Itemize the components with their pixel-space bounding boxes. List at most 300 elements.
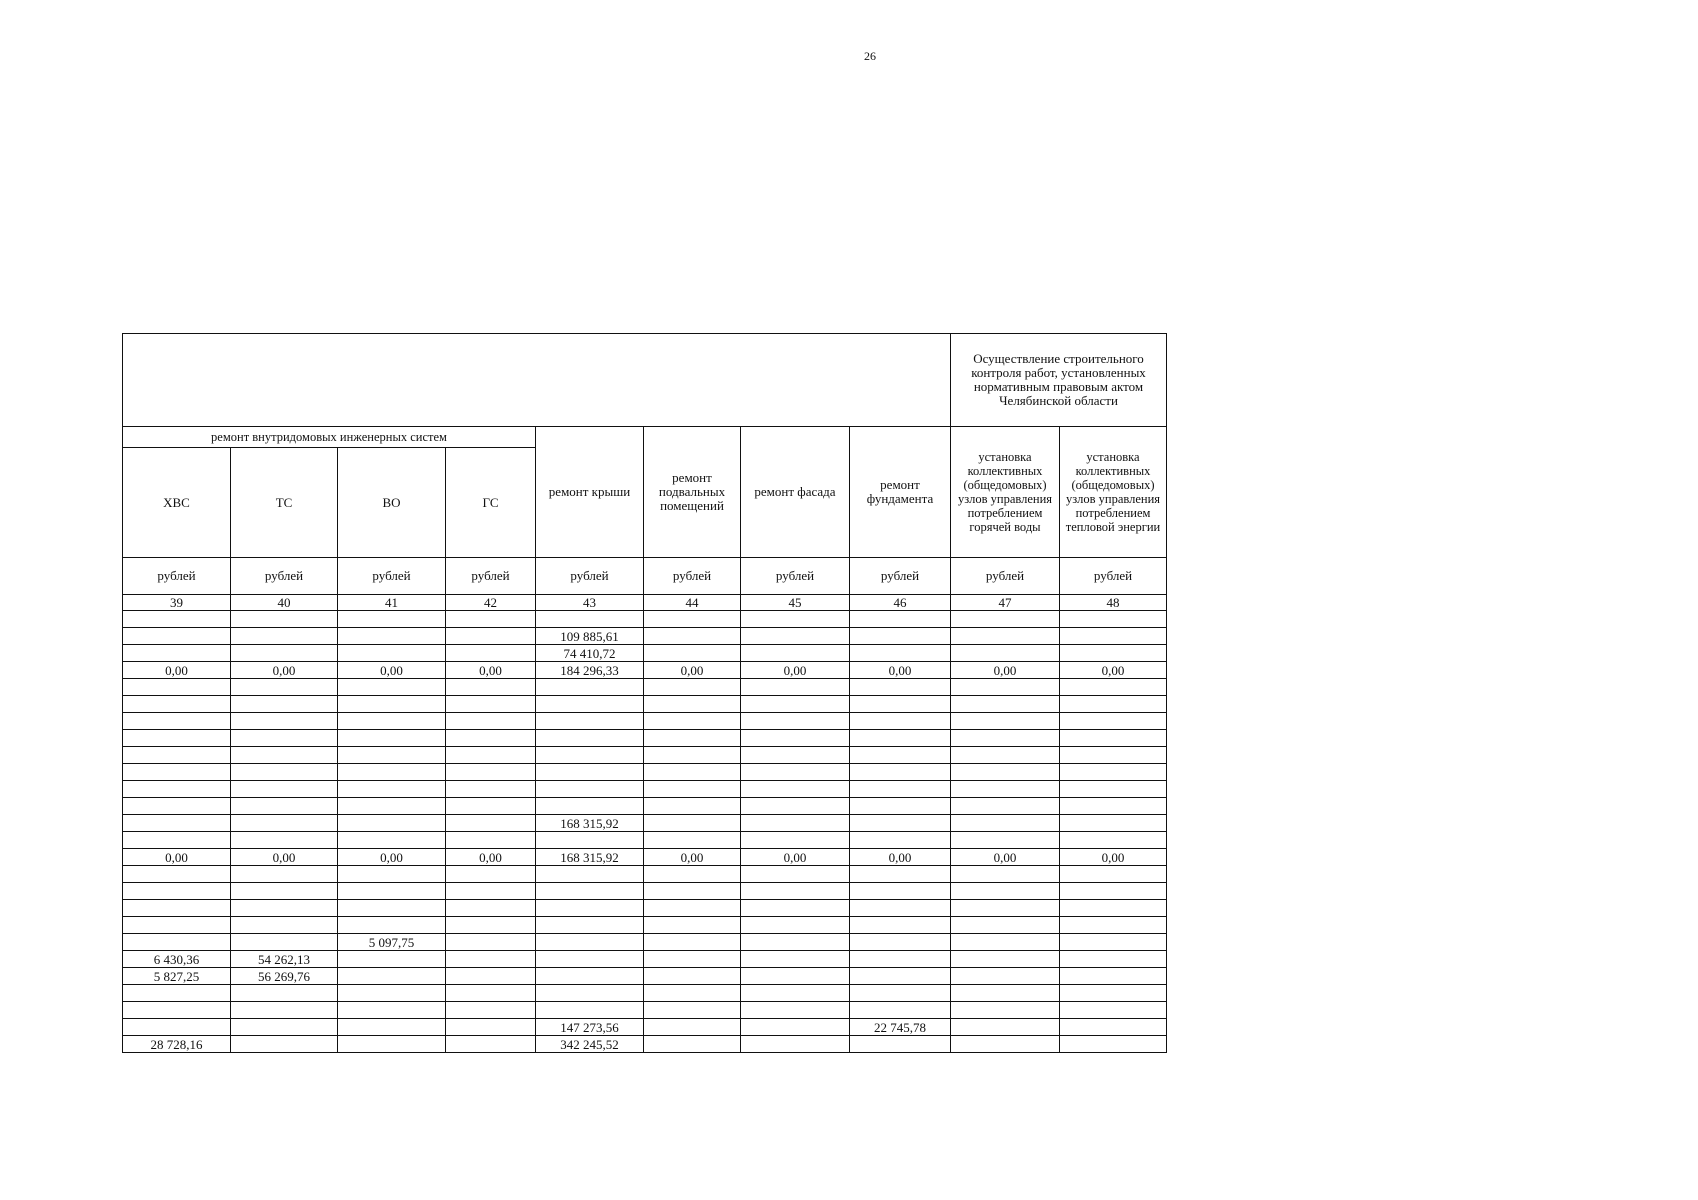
table-cell: 0,00 bbox=[1060, 662, 1167, 679]
table-cell: 54 262,13 bbox=[231, 951, 338, 968]
table-cell bbox=[644, 696, 741, 713]
table-cell bbox=[536, 764, 644, 781]
table-cell: 0,00 bbox=[644, 662, 741, 679]
table-cell bbox=[123, 730, 231, 747]
table-row bbox=[123, 645, 1167, 662]
table-cell bbox=[1060, 832, 1167, 849]
table-cell bbox=[231, 917, 338, 934]
table-cell bbox=[741, 645, 850, 662]
table-cell bbox=[231, 1002, 338, 1019]
table-cell: 5 827,25 bbox=[123, 968, 231, 985]
table-cell bbox=[741, 883, 850, 900]
table-cell bbox=[1060, 645, 1167, 662]
table-cell bbox=[123, 934, 231, 951]
table-cell bbox=[231, 696, 338, 713]
engineering-systems-group-label: ремонт внутридомовых инженерных систем bbox=[123, 427, 536, 448]
table-cell bbox=[850, 679, 951, 696]
table-row bbox=[123, 747, 1167, 764]
table-cell bbox=[951, 679, 1060, 696]
table-cell bbox=[850, 611, 951, 628]
table-cell bbox=[850, 781, 951, 798]
table-cell: 0,00 bbox=[446, 662, 536, 679]
table-cell bbox=[850, 713, 951, 730]
table-cell bbox=[951, 815, 1060, 832]
table-cell bbox=[446, 679, 536, 696]
report-table bbox=[122, 333, 1167, 1053]
table-cell bbox=[536, 1002, 644, 1019]
table-cell bbox=[231, 1019, 338, 1036]
table-cell bbox=[231, 611, 338, 628]
table-cell bbox=[850, 1002, 951, 1019]
table-cell bbox=[741, 798, 850, 815]
table-cell bbox=[446, 934, 536, 951]
table-cell bbox=[644, 798, 741, 815]
table-cell bbox=[1060, 628, 1167, 645]
table-cell bbox=[1060, 696, 1167, 713]
table-cell bbox=[446, 781, 536, 798]
table-cell bbox=[338, 866, 446, 883]
table-cell bbox=[446, 764, 536, 781]
table-cell bbox=[446, 900, 536, 917]
table-cell bbox=[951, 1036, 1060, 1053]
table-cell bbox=[123, 883, 231, 900]
table-row bbox=[123, 934, 1167, 951]
table-cell bbox=[850, 730, 951, 747]
table-cell bbox=[741, 713, 850, 730]
col-header-9: установка коллективных (общедомовых) узлов управления потреблением горячей воды bbox=[951, 427, 1060, 558]
table-cell bbox=[1060, 713, 1167, 730]
table-cell bbox=[231, 713, 338, 730]
table-cell bbox=[1060, 730, 1167, 747]
table-cell bbox=[231, 764, 338, 781]
table-cell: 6 430,36 bbox=[123, 951, 231, 968]
table-cell bbox=[536, 798, 644, 815]
table-cell bbox=[123, 645, 231, 662]
table-cell bbox=[850, 985, 951, 1002]
table-cell bbox=[951, 883, 1060, 900]
unit-cell: рублей bbox=[536, 558, 644, 595]
table-cell bbox=[338, 611, 446, 628]
table-cell bbox=[231, 866, 338, 883]
table-cell bbox=[644, 985, 741, 1002]
table-cell bbox=[123, 832, 231, 849]
table-cell bbox=[231, 883, 338, 900]
table-cell bbox=[338, 730, 446, 747]
table-cell bbox=[741, 951, 850, 968]
table-row bbox=[123, 883, 1167, 900]
table-cell bbox=[644, 679, 741, 696]
table-cell bbox=[1060, 900, 1167, 917]
table-cell bbox=[951, 713, 1060, 730]
table-cell bbox=[741, 934, 850, 951]
col-header-10: установка коллективных (общедомовых) узлов управления потреблением тепловой энергии bbox=[1060, 427, 1167, 558]
table-cell bbox=[446, 951, 536, 968]
table-cell bbox=[338, 951, 446, 968]
table-cell bbox=[1060, 917, 1167, 934]
table-cell bbox=[231, 628, 338, 645]
table-cell: 0,00 bbox=[644, 849, 741, 866]
table-cell bbox=[850, 815, 951, 832]
table-row bbox=[123, 866, 1167, 883]
table-cell bbox=[850, 917, 951, 934]
table-cell bbox=[446, 815, 536, 832]
table-cell bbox=[338, 645, 446, 662]
construction-control-title: Осуществление строительного контроля работ, установленных нормативным правовым актом Челябинской области bbox=[951, 334, 1167, 427]
unit-cell: рублей bbox=[1060, 558, 1167, 595]
table-cell bbox=[1060, 1036, 1167, 1053]
column-number: 42 bbox=[446, 595, 536, 611]
table-cell bbox=[338, 1036, 446, 1053]
table-cell bbox=[644, 1002, 741, 1019]
table-cell bbox=[951, 866, 1060, 883]
table-cell bbox=[741, 696, 850, 713]
table-cell bbox=[644, 781, 741, 798]
table-cell: 109 885,61 bbox=[536, 628, 644, 645]
table-cell bbox=[644, 968, 741, 985]
col-header-7: ремонт фасада bbox=[741, 427, 850, 558]
table-cell bbox=[446, 696, 536, 713]
table-cell bbox=[644, 730, 741, 747]
column-number: 48 bbox=[1060, 595, 1167, 611]
unit-cell: рублей bbox=[231, 558, 338, 595]
table-cell bbox=[446, 832, 536, 849]
table-cell bbox=[741, 900, 850, 917]
table-cell bbox=[536, 713, 644, 730]
unit-cell: рублей bbox=[123, 558, 231, 595]
table-cell bbox=[850, 628, 951, 645]
table-cell bbox=[446, 645, 536, 662]
table-cell bbox=[644, 934, 741, 951]
table-cell bbox=[338, 1019, 446, 1036]
table-row bbox=[123, 696, 1167, 713]
table-cell bbox=[123, 696, 231, 713]
table-cell bbox=[231, 1036, 338, 1053]
table-cell bbox=[951, 951, 1060, 968]
table-cell bbox=[231, 832, 338, 849]
table-cell bbox=[536, 730, 644, 747]
table-cell bbox=[123, 713, 231, 730]
table-row bbox=[123, 1002, 1167, 1019]
table-cell bbox=[446, 713, 536, 730]
table-row bbox=[123, 1019, 1167, 1036]
table-cell bbox=[741, 985, 850, 1002]
table-cell bbox=[951, 628, 1060, 645]
title-row bbox=[123, 334, 1167, 427]
table-cell bbox=[446, 1019, 536, 1036]
table-cell: 0,00 bbox=[123, 849, 231, 866]
table-cell bbox=[1060, 883, 1167, 900]
column-number: 41 bbox=[338, 595, 446, 611]
table-cell bbox=[1060, 866, 1167, 883]
table-cell: 0,00 bbox=[446, 849, 536, 866]
table-cell: 0,00 bbox=[951, 662, 1060, 679]
table-cell bbox=[850, 968, 951, 985]
column-number: 46 bbox=[850, 595, 951, 611]
table-row bbox=[123, 900, 1167, 917]
table-row bbox=[123, 832, 1167, 849]
table-cell bbox=[231, 798, 338, 815]
table-cell bbox=[123, 747, 231, 764]
table-cell bbox=[338, 628, 446, 645]
table-cell bbox=[536, 985, 644, 1002]
table-cell bbox=[446, 730, 536, 747]
table-cell: 0,00 bbox=[850, 662, 951, 679]
table-cell bbox=[644, 832, 741, 849]
table-cell bbox=[123, 764, 231, 781]
table-cell: 168 315,92 bbox=[536, 849, 644, 866]
table-cell bbox=[850, 1036, 951, 1053]
table-cell bbox=[1060, 1002, 1167, 1019]
col-header-3: ВО bbox=[338, 448, 446, 558]
table-cell bbox=[850, 747, 951, 764]
table-cell bbox=[536, 866, 644, 883]
table-cell bbox=[951, 1002, 1060, 1019]
table-cell bbox=[741, 1019, 850, 1036]
table-cell bbox=[644, 611, 741, 628]
table-cell bbox=[446, 747, 536, 764]
table-cell bbox=[644, 951, 741, 968]
table-cell bbox=[951, 730, 1060, 747]
col-header-6: ремонт подвальных помещений bbox=[644, 427, 741, 558]
table-cell bbox=[338, 747, 446, 764]
table-cell bbox=[644, 815, 741, 832]
table-cell bbox=[536, 968, 644, 985]
unit-cell: рублей bbox=[446, 558, 536, 595]
table-row bbox=[123, 1036, 1167, 1053]
table-cell bbox=[951, 1019, 1060, 1036]
table-cell bbox=[446, 798, 536, 815]
table-cell bbox=[741, 611, 850, 628]
table-cell bbox=[536, 883, 644, 900]
table-cell bbox=[644, 645, 741, 662]
unit-cell: рублей bbox=[741, 558, 850, 595]
table-cell: 0,00 bbox=[1060, 849, 1167, 866]
unit-cell: рублей bbox=[338, 558, 446, 595]
table-cell bbox=[1060, 679, 1167, 696]
table-cell bbox=[231, 815, 338, 832]
table-cell bbox=[1060, 798, 1167, 815]
table-cell bbox=[338, 713, 446, 730]
table-cell bbox=[741, 679, 850, 696]
table-cell bbox=[850, 883, 951, 900]
col-header-2: ТС bbox=[231, 448, 338, 558]
table-cell bbox=[951, 747, 1060, 764]
table-cell bbox=[231, 900, 338, 917]
table-row bbox=[123, 628, 1167, 645]
table-cell bbox=[850, 900, 951, 917]
table-cell bbox=[644, 747, 741, 764]
table-cell bbox=[1060, 611, 1167, 628]
table-row bbox=[123, 798, 1167, 815]
unit-cell: рублей bbox=[644, 558, 741, 595]
table-cell bbox=[741, 832, 850, 849]
table-cell bbox=[446, 1036, 536, 1053]
unit-cell: рублей bbox=[850, 558, 951, 595]
table-cell bbox=[951, 781, 1060, 798]
table-row bbox=[123, 985, 1167, 1002]
table-cell bbox=[1060, 815, 1167, 832]
table-cell bbox=[644, 866, 741, 883]
page-number: 26 bbox=[864, 49, 876, 63]
table-cell bbox=[1060, 951, 1167, 968]
table-cell bbox=[446, 611, 536, 628]
table-cell bbox=[644, 1019, 741, 1036]
table-cell bbox=[951, 645, 1060, 662]
table-cell bbox=[951, 832, 1060, 849]
table-cell: 0,00 bbox=[338, 662, 446, 679]
table-cell bbox=[644, 628, 741, 645]
table-cell bbox=[951, 798, 1060, 815]
table-cell bbox=[951, 611, 1060, 628]
table-cell bbox=[951, 934, 1060, 951]
table-cell bbox=[231, 934, 338, 951]
table-cell bbox=[1060, 747, 1167, 764]
table-cell bbox=[231, 985, 338, 1002]
table-cell: 0,00 bbox=[338, 849, 446, 866]
table-cell: 0,00 bbox=[951, 849, 1060, 866]
table-cell bbox=[741, 815, 850, 832]
table-row bbox=[123, 815, 1167, 832]
table-cell: 28 728,16 bbox=[123, 1036, 231, 1053]
column-number: 39 bbox=[123, 595, 231, 611]
table-cell bbox=[850, 645, 951, 662]
table-cell bbox=[1060, 764, 1167, 781]
table-cell bbox=[231, 781, 338, 798]
table-row bbox=[123, 917, 1167, 934]
table-row bbox=[123, 951, 1167, 968]
column-number: 40 bbox=[231, 595, 338, 611]
col-header-1: ХВС bbox=[123, 448, 231, 558]
table-row bbox=[123, 679, 1167, 696]
table-cell: 184 296,33 bbox=[536, 662, 644, 679]
column-number: 47 bbox=[951, 595, 1060, 611]
table-cell bbox=[644, 900, 741, 917]
table-cell bbox=[536, 900, 644, 917]
table-cell: 0,00 bbox=[231, 849, 338, 866]
table-cell bbox=[536, 951, 644, 968]
table-row bbox=[123, 781, 1167, 798]
col-header-5: ремонт крыши bbox=[536, 427, 644, 558]
table-cell bbox=[536, 679, 644, 696]
table-cell bbox=[338, 815, 446, 832]
table-cell bbox=[951, 764, 1060, 781]
table-cell: 0,00 bbox=[231, 662, 338, 679]
group-row bbox=[123, 427, 1167, 448]
table-cell bbox=[231, 679, 338, 696]
table-cell bbox=[123, 866, 231, 883]
table-cell bbox=[741, 781, 850, 798]
table-cell bbox=[123, 1019, 231, 1036]
units-row bbox=[123, 558, 1167, 595]
table-cell bbox=[231, 645, 338, 662]
table-cell: 168 315,92 bbox=[536, 815, 644, 832]
table-cell bbox=[123, 611, 231, 628]
table-cell bbox=[446, 968, 536, 985]
table-cell bbox=[123, 679, 231, 696]
table-cell bbox=[951, 985, 1060, 1002]
table-cell bbox=[338, 985, 446, 1002]
table-cell bbox=[850, 866, 951, 883]
table-cell bbox=[338, 917, 446, 934]
table-cell bbox=[123, 781, 231, 798]
table-cell bbox=[1060, 968, 1167, 985]
table-cell bbox=[338, 883, 446, 900]
table-cell bbox=[123, 900, 231, 917]
column-numbers-row bbox=[123, 595, 1167, 611]
table-cell bbox=[850, 764, 951, 781]
table-cell bbox=[338, 900, 446, 917]
table-row bbox=[123, 764, 1167, 781]
table-cell bbox=[1060, 934, 1167, 951]
table-cell bbox=[338, 781, 446, 798]
table-row bbox=[123, 662, 1167, 679]
table-cell: 56 269,76 bbox=[231, 968, 338, 985]
column-number: 44 bbox=[644, 595, 741, 611]
table-cell bbox=[741, 764, 850, 781]
table-cell bbox=[338, 798, 446, 815]
table-row bbox=[123, 968, 1167, 985]
table-cell bbox=[644, 1036, 741, 1053]
table-cell bbox=[536, 747, 644, 764]
table-cell bbox=[446, 1002, 536, 1019]
table-cell bbox=[231, 730, 338, 747]
table-cell: 0,00 bbox=[741, 662, 850, 679]
table-cell bbox=[850, 832, 951, 849]
table-cell bbox=[644, 883, 741, 900]
table-cell bbox=[1060, 1019, 1167, 1036]
table-cell bbox=[536, 832, 644, 849]
table-cell bbox=[446, 917, 536, 934]
table-cell bbox=[850, 798, 951, 815]
table-cell bbox=[741, 1002, 850, 1019]
table-cell bbox=[741, 968, 850, 985]
table-cell bbox=[338, 832, 446, 849]
table-cell bbox=[951, 968, 1060, 985]
table-cell bbox=[1060, 985, 1167, 1002]
table-cell bbox=[123, 985, 231, 1002]
table-cell bbox=[338, 696, 446, 713]
table-cell: 74 410,72 bbox=[536, 645, 644, 662]
col-header-4: ГС bbox=[446, 448, 536, 558]
table-cell bbox=[951, 900, 1060, 917]
table-cell: 22 745,78 bbox=[850, 1019, 951, 1036]
table-cell bbox=[741, 628, 850, 645]
table-cell bbox=[123, 628, 231, 645]
table-cell bbox=[338, 764, 446, 781]
column-number: 43 bbox=[536, 595, 644, 611]
table-cell bbox=[536, 934, 644, 951]
table-cell bbox=[741, 917, 850, 934]
table-cell bbox=[123, 917, 231, 934]
table-row bbox=[123, 849, 1167, 866]
table-cell bbox=[536, 781, 644, 798]
table-cell bbox=[338, 679, 446, 696]
table-row bbox=[123, 611, 1167, 628]
table-cell bbox=[231, 747, 338, 764]
table-cell: 147 273,56 bbox=[536, 1019, 644, 1036]
table-cell bbox=[123, 798, 231, 815]
table-cell bbox=[123, 815, 231, 832]
column-number: 45 bbox=[741, 595, 850, 611]
table-cell bbox=[446, 628, 536, 645]
table-cell bbox=[1060, 781, 1167, 798]
col-header-8: ремонт фундамента bbox=[850, 427, 951, 558]
table-cell bbox=[741, 866, 850, 883]
table-cell bbox=[741, 730, 850, 747]
blank-header-cell bbox=[123, 334, 951, 427]
table-cell bbox=[850, 934, 951, 951]
table-cell bbox=[536, 696, 644, 713]
